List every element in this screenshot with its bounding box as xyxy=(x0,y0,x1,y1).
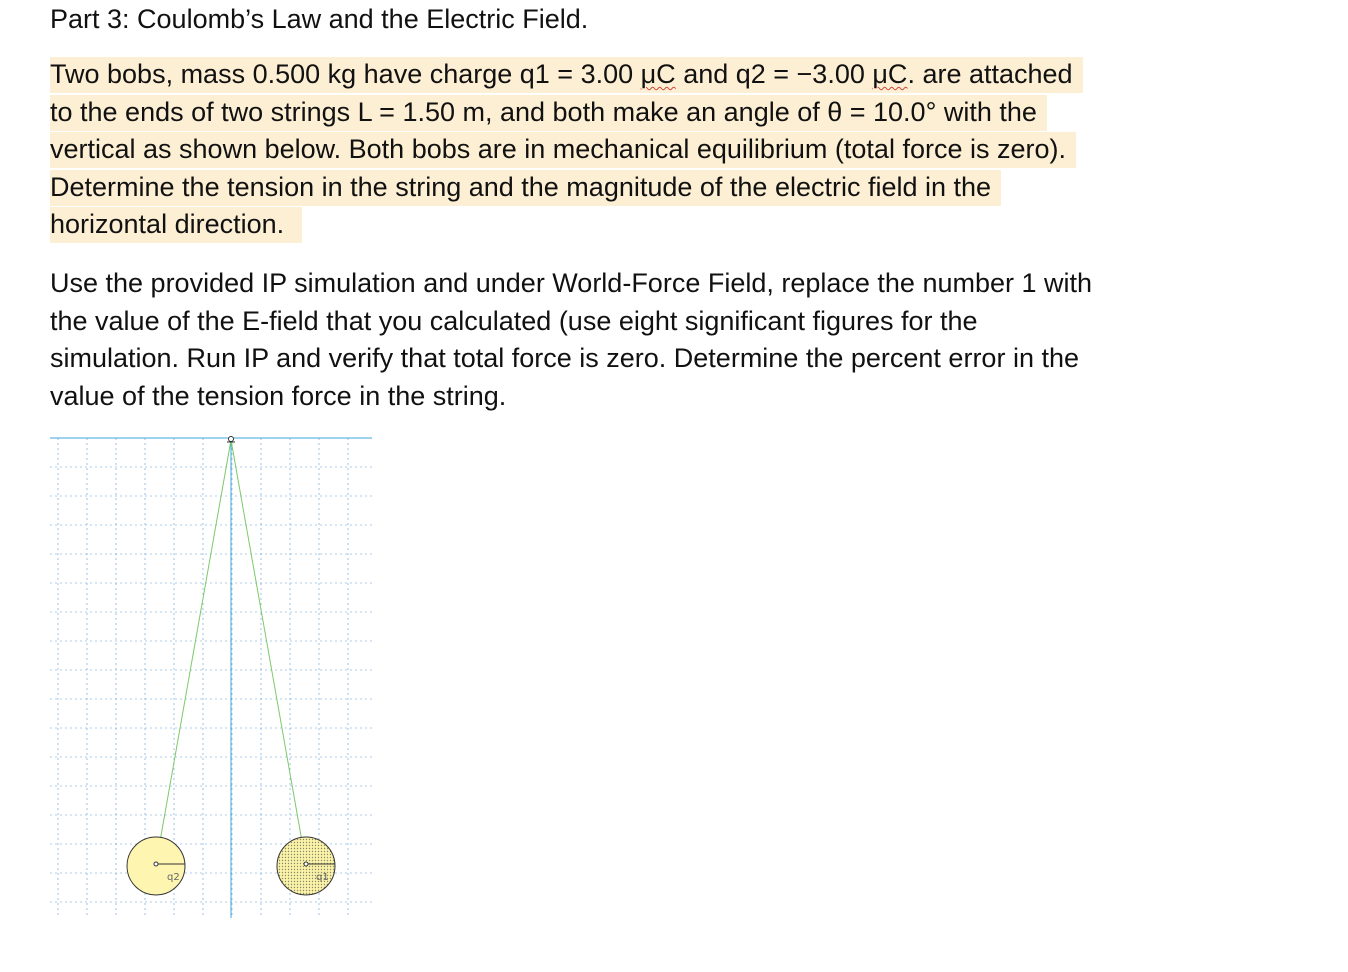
left-string xyxy=(156,440,231,864)
instruction-line-4: value of the tension force in the string. xyxy=(50,380,507,411)
problem-line-3: vertical as shown below. Both bobs are in mechanical equilibrium (total force is zero). xyxy=(50,131,1083,169)
instruction-line-1: Use the provided IP simulation and under World-Force Field, replace the number 1 with xyxy=(50,268,1093,298)
bob-q1[interactable] xyxy=(277,837,335,895)
bob-q2[interactable] xyxy=(127,837,185,895)
problem-line-1-c: . are attached xyxy=(907,59,1073,89)
problem-line-2: to the ends of two strings L = 1.50 m, and both make an angle of θ = 10.0° with the xyxy=(50,94,1083,132)
section-title: Part 3: Coulomb’s Law and the Electric Field. xyxy=(50,4,589,34)
unit-microcoulomb-1: μC xyxy=(640,59,676,89)
problem-paragraph xyxy=(50,56,1083,244)
problem-line-5: horizontal direction. xyxy=(50,206,1083,244)
bob-q2-label: q2 xyxy=(167,872,180,883)
instruction-line-2: the value of the E-field that you calculated (use eight significant figures for the xyxy=(50,305,978,336)
pivot-icon[interactable] xyxy=(227,437,235,443)
right-string xyxy=(231,440,306,864)
instruction-paragraph xyxy=(50,265,1092,415)
problem-line-1-b: and q2 = −3.00 xyxy=(675,59,873,89)
problem-line-1-a: Two bobs, mass 0.500 kg have charge q1 = 3.00 xyxy=(50,59,641,89)
instruction-line-3: simulation. Run IP and verify that total force is zero. Determine the percent error in the xyxy=(50,343,1079,373)
bob-q1-label: q1 xyxy=(316,872,329,883)
problem-line-1 xyxy=(50,56,1083,94)
pendulum-diagram xyxy=(50,430,380,930)
unit-microcoulomb-2: μC xyxy=(872,59,908,89)
simulation-figure xyxy=(50,430,380,930)
problem-line-4: Determine the tension in the string and the magnitude of the electric field in the xyxy=(50,169,1083,207)
